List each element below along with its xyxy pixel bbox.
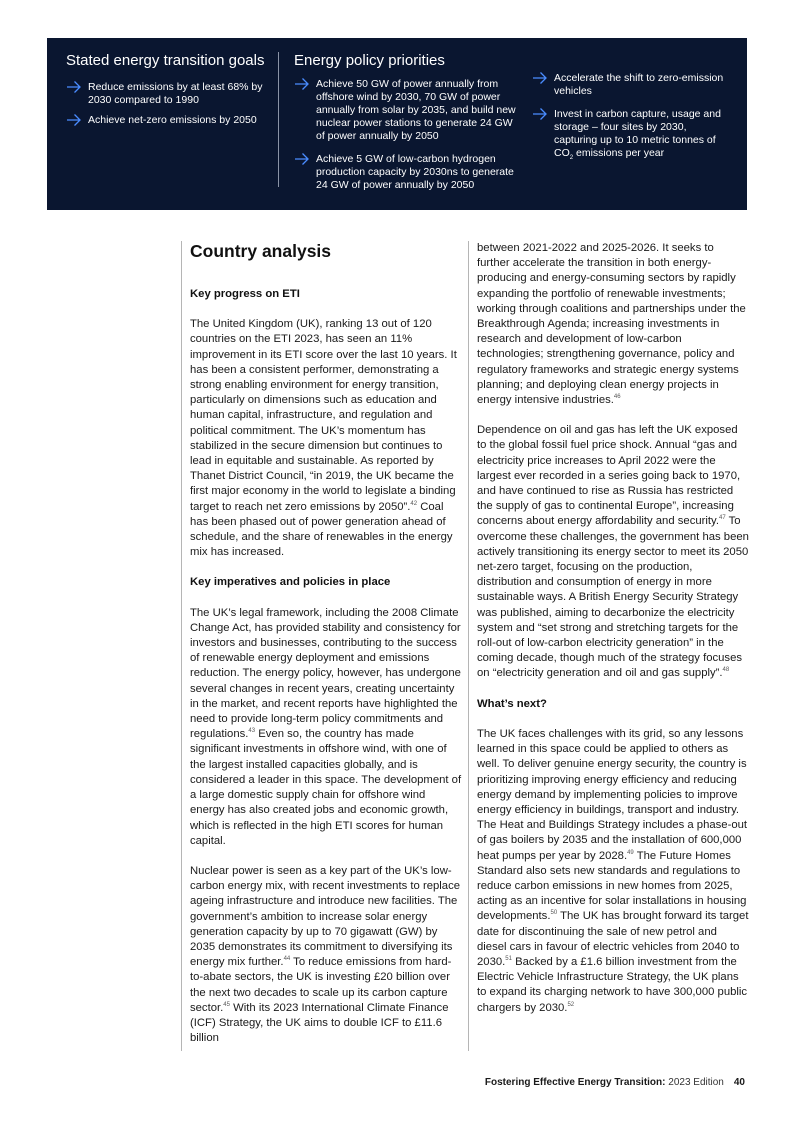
- article-column-right: [477, 241, 749, 1031]
- arrow-right-icon: [294, 77, 310, 91]
- footer-edition: 2023 Edition: [665, 1077, 724, 1088]
- subhead-key-progress: Key progress on ETI: [190, 288, 300, 300]
- stated-goals-column: [66, 52, 278, 134]
- page-number: 40: [733, 1077, 745, 1088]
- footer-report-title: Fostering Effective Energy Transition:: [484, 1077, 666, 1088]
- arrow-right-icon: [294, 152, 310, 166]
- priority-item: [294, 153, 522, 192]
- paragraph: The UK’s legal framework, including the 2008 Climate Change Act, has provided stability and consistency for investors and businesses, contributing to the success of renewable energy deployment and emissions reduction. The energy policy, however, has undergone several changes in recent years, creating uncertainty in the market, and recent reports have highlighted the need to provide long-term policy commitments and regulations.$^{43}$ Even so, the country has made significant investments in offshore wind, with one of the largest installed capacities globally, and is considered a leader in this space. The development of a large domestic supply chain for offshore wind energy has also created jobs and economic growth, which is reflected in the high ETI scores for human capital.: [190, 606, 462, 847]
- paragraph: The UK faces challenges with its grid, so any lessons learned in this space could be applied to others as well. To deliver genuine energy security, the country is prioritizing improving energy efficiency and reducing energy demand by implementing policies to improve energy efficiency in buildings, transport and industry. The Heat and Buildings Strategy includes a phase-out of gas boilers by 2035 and the installation of 600,000 heat pumps per year by 2028.49 The Future Homes Standard also sets new standards and regulations to reduce carbon emissions in new homes from 2025, acting as an incentive for solar installations in housing developments.$^{50}$ The UK has brought forward its target date for discontinuing the sale of new petrol and diesel cars in favour of electric vehicles from 2040 to 2030.51 Backed by a £1.6 billion investment from the Electric Vehicle Infrastructure Strategy, the UK plans to expand its charging network to have 300,000 public chargers by 2030.52: [477, 727, 749, 1014]
- page-title: Country analysis: [190, 241, 332, 261]
- paragraph: Dependence on oil and gas has left the UK exposed to the global fossil fuel price shock. Annual “gas and electricity price increases to April 2022 were the largest ever recorded in a series going back to 1970, and have continued to rise as Russia has restricted the supply of gas to continental Europe”, increasing concerns about energy affordability and security.$^{47}$ To overcome these challenges, the government has been actively transitioning its energy sector to meet its 2050 net-zero target, focusing on the production, distribution and consumption of energy in more sustainable ways. A British Energy Security Strategy was published, aiming to decarbonize the electricity system and “set strong and stretching targets for the roll-out of low-carbon electricity generation” in the coming decade, though much of the strategy focuses on “electricity generation and oil and gas supply”.$^{48}$: [477, 424, 749, 680]
- priority-text: Achieve 5 GW of low-carbon hydrogen production capacity by 2030ns to generate 24 GW of power annually by 2050: [316, 153, 514, 191]
- article-column-left: [190, 241, 462, 1061]
- priority-item: [532, 72, 732, 98]
- priority-item: [532, 108, 732, 160]
- arrow-right-icon: [532, 107, 548, 121]
- policy-priorities-column: [294, 52, 729, 211]
- priority-item: [294, 78, 522, 143]
- goal-item: [66, 114, 278, 127]
- priority-text: Achieve 50 GW of power annually from offshore wind by 2030, 70 GW of power annually from solar by 2035, and build new nuclear power stations to generate 24 GW of power annually by 2050: [316, 78, 516, 142]
- arrow-right-icon: [66, 80, 82, 94]
- priority-text: Accelerate the shift to zero-emission vehicles: [554, 72, 724, 97]
- subhead-whats-next: What’s next?: [477, 697, 547, 710]
- arrow-right-icon: [532, 71, 548, 85]
- priority-text: Invest in carbon capture, usage and storage – four sites by 2030, capturing up to 10 metric tonnes of $CO_2$ emissions per year: [554, 108, 721, 162]
- energy-goals-banner: [47, 38, 747, 210]
- paragraph: between 2021-2022 and 2025-2026. It seeks to further accelerate the transition in both energy-producing and energy-consuming sectors by rapidly expanding the portfolio of renewable investments; working through coalitions and partnerships under the Breakthrough Agenda; increasing investments in research and development of low-carbon technologies; strengthening governance, policy and regulatory frameworks and strategic energy systems planning; and deploying clean energy projects in energy intensive industries.$^{46}$: [477, 242, 746, 407]
- policy-priorities-heading: Energy policy priorities: [294, 52, 445, 69]
- goal-text: Reduce emissions by at least 68% by 2030 compared to 1990: [88, 81, 263, 106]
- goal-item: [66, 81, 278, 107]
- page-footer: [485, 1077, 745, 1089]
- column-rule: [468, 241, 469, 1051]
- goal-text: Achieve net-zero emissions by 2050: [88, 114, 257, 126]
- arrow-right-icon: [66, 113, 82, 127]
- column-rule: [181, 241, 182, 1051]
- banner-divider: [278, 52, 279, 187]
- stated-goals-heading: Stated energy transition goals: [66, 52, 265, 69]
- paragraph: The United Kingdom (UK), ranking 13 out of 120 countries on the ETI 2023, has seen an 11% improvement in its ETI score over the last 10 years. It has been a consistent performer, demonstrating a strong enabling environment for energy transition, particularly on dimensions such as education and human capital, infrastructure, and regulation and political commitment. The UK’s momentum has stabilized in the secure dimension but continues to lead in equitable and sustainable. As reported by Thanet District Council, “in 2019, the UK became the first major economy in the world to legislate a binding target to reach net zero emissions by 2050”.$^{42}$ Coal has been phased out of power generation ahead of schedule, and the share of renewables in the energy mix has increased.: [190, 318, 457, 559]
- subhead-key-imperatives: Key imperatives and policies in place: [190, 576, 391, 589]
- paragraph: Nuclear power is seen as a key part of the UK’s low-carbon energy mix, with recent investments to replace ageing infrastructure and introduce new facilities. The government’s ambition to increase solar energy generation capacity by up to 70 gigawatt (GW) by 2035 demonstrates its commitment to diversifying its energy mix further.$^{44}$ To reduce emissions from hard-to-abate sectors, the UK is investing £20 billion over the next two decades to scale up its carbon capture sector.$^{45}$ With its 2023 International Climate Finance (ICF) Strategy, the UK aims to double ICF to £11.6 billion: [190, 864, 460, 1045]
